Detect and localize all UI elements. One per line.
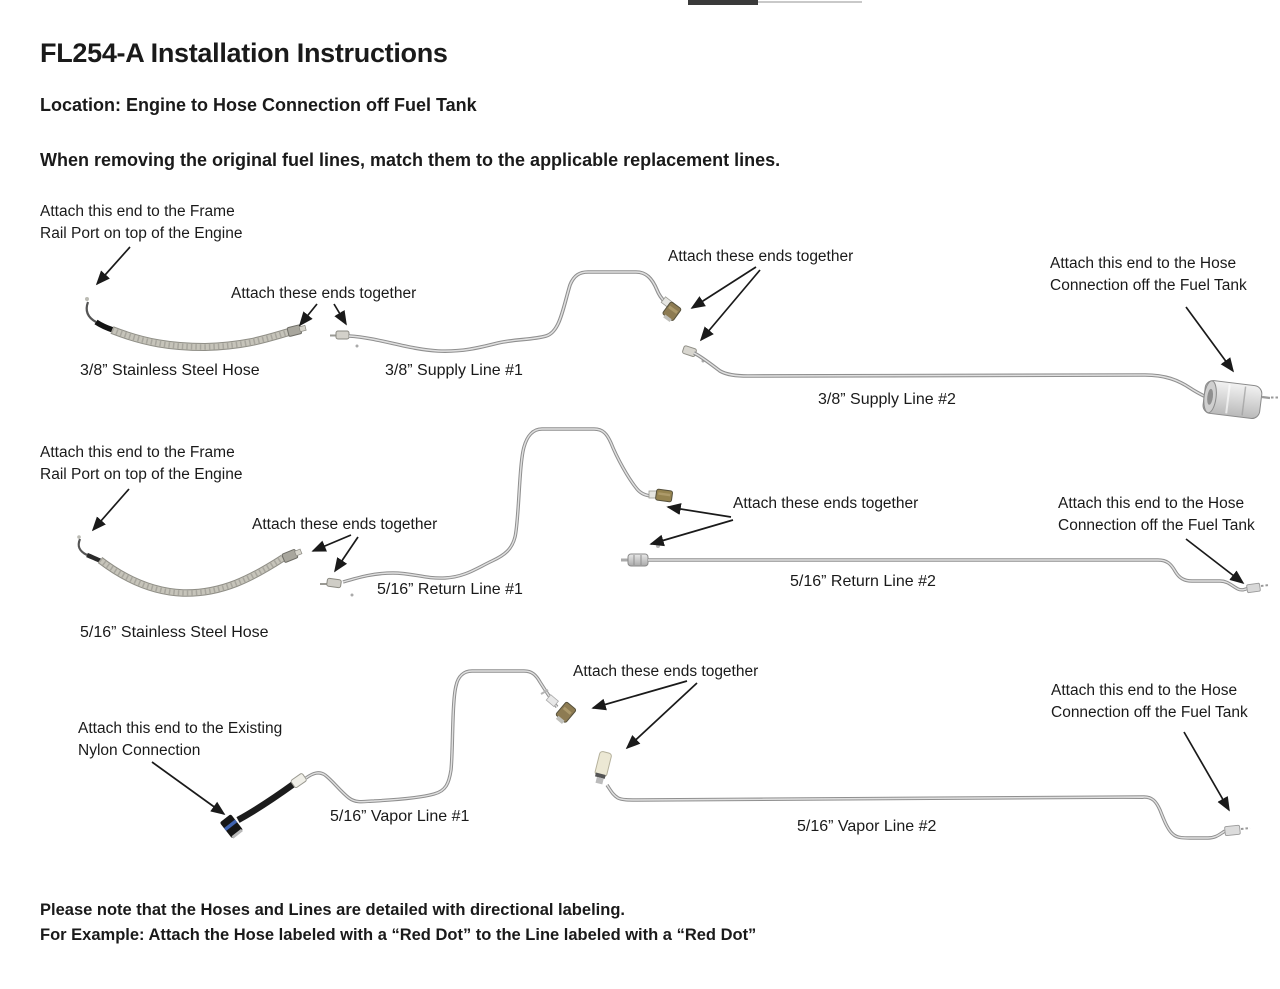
vapor-line2-left-connector [593,751,612,785]
arrow-attach-row2-left-a [313,535,351,551]
arrow-fuel-tank-row3 [1184,732,1229,810]
arrow-frame-rail-row2 [93,489,129,530]
annotation-fuel-tank-row2: Attach this end to the Hose Connection off the Fuel Tank [1058,495,1255,534]
arrow-frame-rail-row1 [97,247,130,284]
arrow-attach-row1-right-b [701,270,760,340]
annotation-attach-ends-row2-right: Attach these ends together [733,495,919,512]
annotation-fuel-tank-row3: Attach this end to the Hose Connection off the Fuel Tank [1051,682,1248,721]
arrow-attach-row3-a [593,681,687,708]
arrow-attach-row1-right-a [692,267,756,308]
arrow-attach-row2-right-b [651,520,733,544]
arrow-fuel-tank-row2 [1186,539,1243,583]
intro-line: When removing the original fuel lines, match them to the applicable replacement lines. [40,150,781,170]
arrow-attach-row1-left-b [334,304,346,324]
caption-supply-line2: 3/8” Supply Line #2 [818,391,956,408]
return-line1-brass-fitting [655,489,672,502]
annotation-attach-ends-row1-left: Attach these ends together [231,285,417,302]
fuel-filter [1202,380,1263,420]
annotation-nylon-row3: Attach this end to the Existing Nylon Connection [78,720,283,759]
arrow-nylon-row3 [152,762,224,814]
caption-supply-line1: 3/8” Supply Line #1 [385,362,523,379]
caption-return-hose: 5/16” Stainless Steel Hose [80,624,269,641]
location-line: Location: Engine to Hose Connection off Fuel Tank [40,95,477,115]
return-hose-end-fitting [282,547,303,562]
caption-return-line1: 5/16” Return Line #1 [377,581,523,598]
footer-note: Please note that the Hoses and Lines are detailed with directional labeling. For Example: Attach the Hose labeled with a “Red Dot” to the Line labeled with a “Red Dot” [40,901,757,944]
caption-vapor-line1: 5/16” Vapor Line #1 [330,808,470,825]
annotation-attach-ends-row2-left: Attach these ends together [252,516,438,533]
annotation-attach-ends-row3: Attach these ends together [573,663,759,680]
arrow-attach-row1-left-a [300,304,317,325]
return-line2-left-fitting [628,554,648,566]
arrow-attach-row2-right-a [668,507,731,517]
return-line2-illustration [621,554,1269,593]
caption-return-line2: 5/16” Return Line #2 [790,573,936,590]
annotation-frame-rail-row1: Attach this end to the Frame Rail Port on top of the Engine [40,203,243,242]
return-line1-illustration [320,429,673,597]
annotation-attach-ends-row1-right: Attach these ends together [668,248,854,265]
annotation-fuel-tank-row1: Attach this end to the Hose Connection off the Fuel Tank [1050,255,1247,294]
arrow-fuel-tank-row1 [1186,307,1233,371]
arrow-attach-row2-left-b [335,537,358,571]
page-title: FL254-A Installation Instructions [40,38,448,68]
caption-vapor-line2: 5/16” Vapor Line #2 [797,818,937,835]
supply-hose-end-fitting [287,323,307,336]
annotation-frame-rail-row2: Attach this end to the Frame Rail Port on top of the Engine [40,444,243,483]
return-hose-illustration [77,535,302,593]
supply-line2-illustration [682,345,1279,419]
arrow-attach-row3-b [627,683,697,748]
caption-supply-hose: 3/8” Stainless Steel Hose [80,362,260,379]
